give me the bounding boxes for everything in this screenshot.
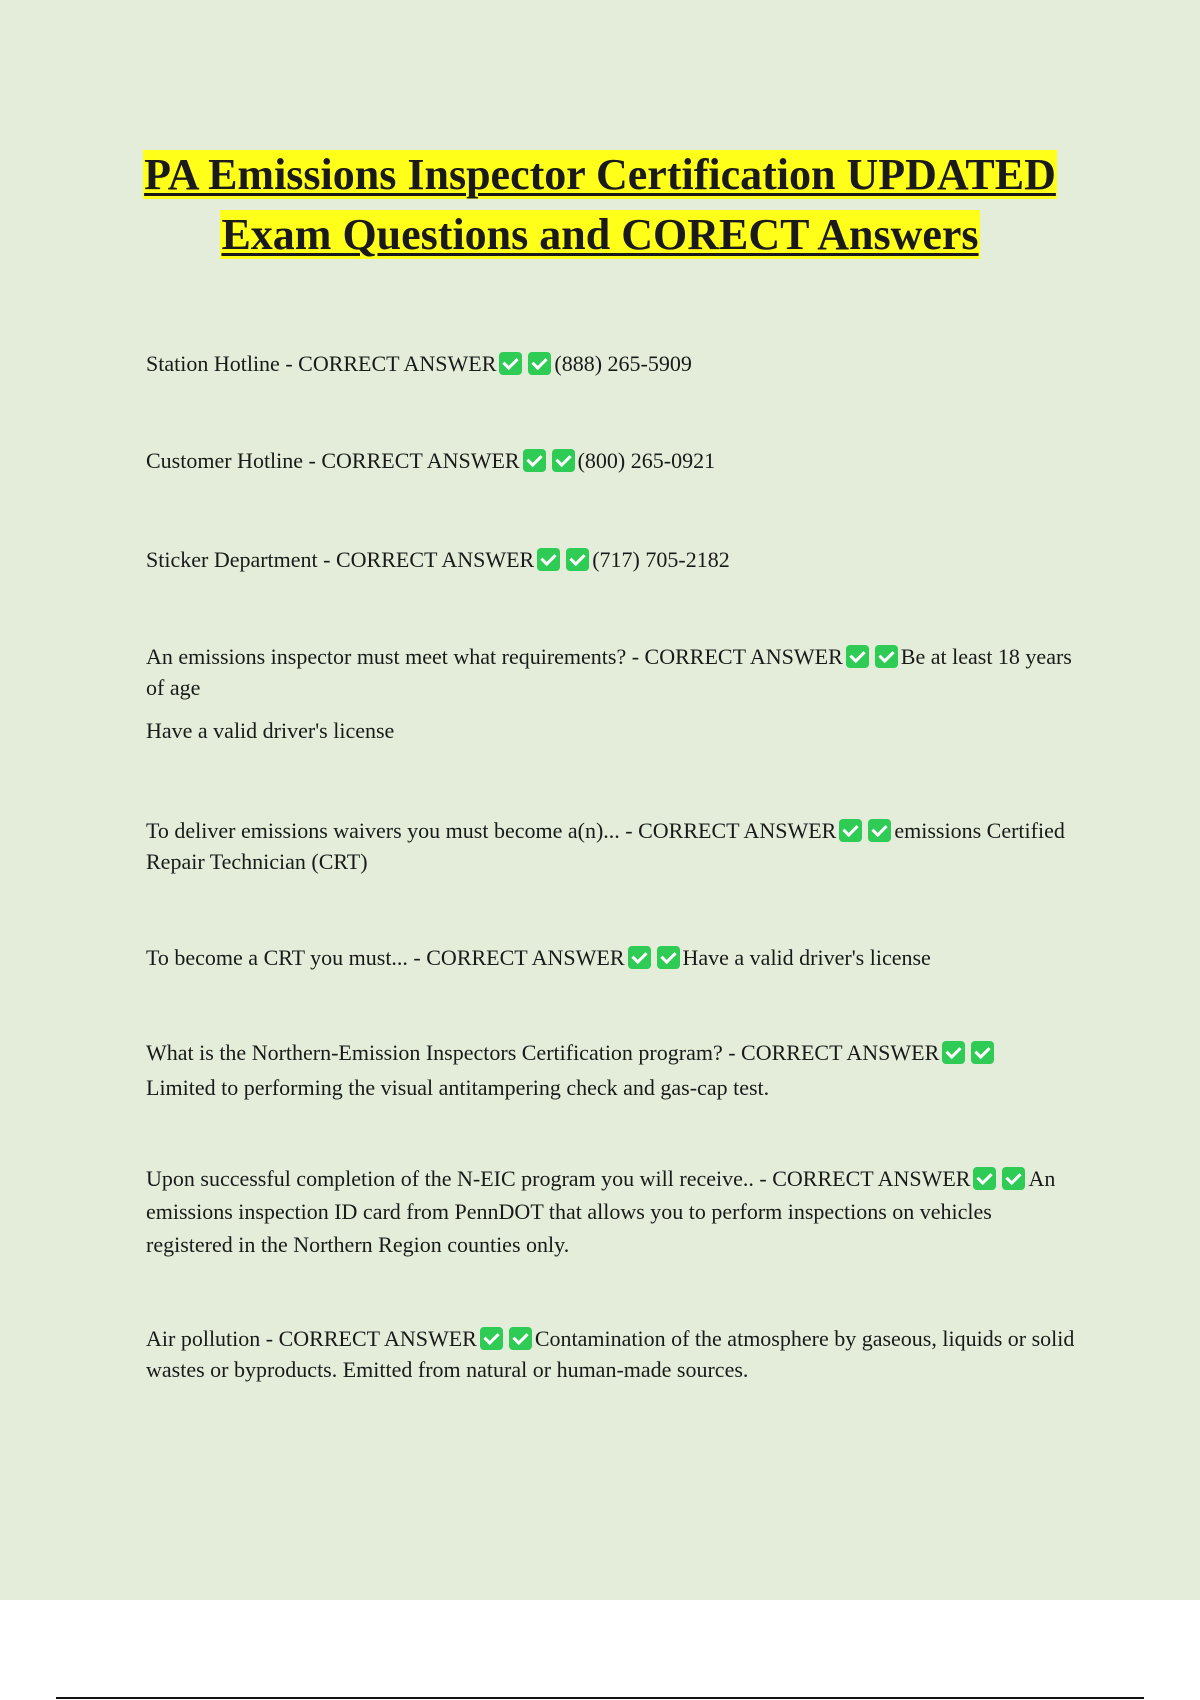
document-title: PA Emissions Inspector Certification UPDATED Exam Questions and CORECT Answers bbox=[144, 150, 1056, 259]
check-icon bbox=[628, 946, 651, 969]
check-icon bbox=[509, 1327, 532, 1350]
check-icon bbox=[523, 449, 546, 472]
check-icon bbox=[875, 645, 898, 668]
check-icon bbox=[973, 1167, 996, 1190]
answer-text: Be at least 18 years of age bbox=[146, 644, 1072, 700]
check-icon bbox=[839, 819, 862, 842]
question-text: What is the Northern-Emission Inspectors Certification program? - CORRECT ANSWER bbox=[146, 1040, 940, 1065]
check-icon bbox=[480, 1327, 503, 1350]
check-icon bbox=[846, 645, 869, 668]
answer-text: Have a valid driver's license bbox=[682, 945, 931, 970]
question-text: Upon successful completion of the N-EIC program you will receive.. - CORRECT ANSWER bbox=[146, 1166, 971, 1191]
check-icon bbox=[552, 449, 575, 472]
qa-item bbox=[146, 348, 1086, 379]
answer-text: Contamination of the atmosphere by gaseous, liquids or solid wastes or byproducts. Emitted from natural or human-made sources. bbox=[146, 1326, 1075, 1382]
qa-item bbox=[146, 942, 1086, 973]
qa-item bbox=[146, 445, 1086, 476]
check-icon bbox=[1002, 1167, 1025, 1190]
question-text: To become a CRT you must... - CORRECT ANSWER bbox=[146, 945, 625, 970]
answer-text: (888) 265-5909 bbox=[554, 351, 692, 376]
qa-item bbox=[146, 1162, 1071, 1261]
check-icon bbox=[942, 1041, 965, 1064]
check-icon bbox=[566, 548, 589, 571]
answer-text: (717) 705-2182 bbox=[592, 547, 730, 572]
qa-item bbox=[146, 544, 1086, 575]
check-icon bbox=[868, 819, 891, 842]
qa-item bbox=[146, 815, 1086, 877]
check-icon bbox=[657, 946, 680, 969]
question-text: Sticker Department - CORRECT ANSWER bbox=[146, 547, 535, 572]
qa-item bbox=[146, 641, 1086, 746]
qa-item bbox=[146, 1323, 1086, 1385]
question-text: Station Hotline - CORRECT ANSWER bbox=[146, 351, 497, 376]
check-icon bbox=[499, 352, 522, 375]
check-icon bbox=[537, 548, 560, 571]
answer-text: An emissions inspection ID card from PennDOT that allows you to perform inspections on vehicles registered in the Northern Region counties only. bbox=[146, 1166, 1056, 1257]
answer-text: (800) 265-0921 bbox=[577, 448, 716, 473]
answer-text: emissions Certified Repair Technician (CRT) bbox=[146, 818, 1065, 874]
qa-item bbox=[146, 1035, 1016, 1105]
question-text: Customer Hotline - CORRECT ANSWER bbox=[146, 448, 520, 473]
question-text: An emissions inspector must meet what requirements? - CORRECT ANSWER bbox=[146, 644, 843, 669]
answer-extra-text: Have a valid driver's license bbox=[146, 718, 395, 743]
answer-text: Limited to performing the visual antitampering check and gas-cap test. bbox=[146, 1075, 770, 1100]
check-icon bbox=[528, 352, 551, 375]
question-text: Air pollution - CORRECT ANSWER bbox=[146, 1326, 477, 1351]
check-icon bbox=[971, 1041, 994, 1064]
question-text: To deliver emissions waivers you must become a(n)... - CORRECT ANSWER bbox=[146, 818, 837, 843]
footer-divider bbox=[56, 1697, 1144, 1699]
